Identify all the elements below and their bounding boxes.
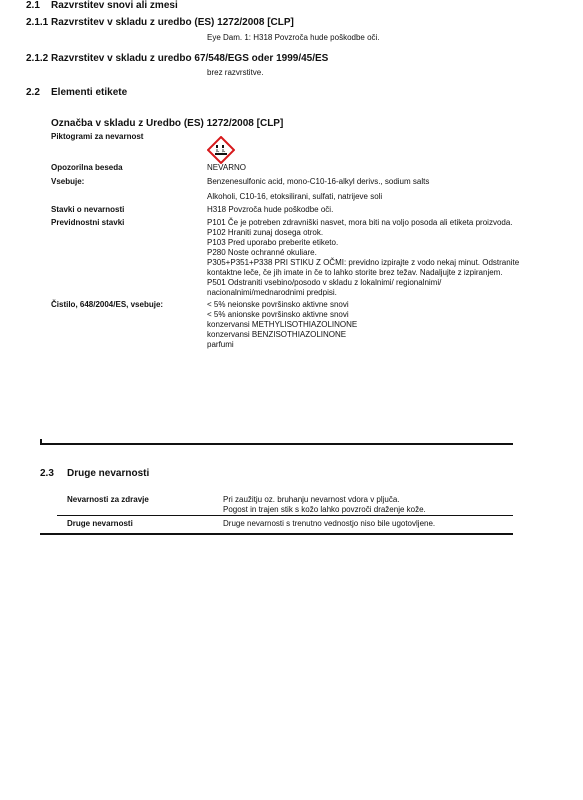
section-2-1-number: 2.1 bbox=[26, 0, 40, 11]
detergent-line: parfumi bbox=[207, 340, 234, 349]
precaution-line: kontaktne leče, če jih imate in če to lahko storite brez težav. Nadaljujte z izpiranjem. bbox=[207, 268, 503, 277]
detergent-line: konzervansi METHYLISOTHIAZOLINONE bbox=[207, 320, 358, 329]
row-divider bbox=[57, 515, 513, 516]
signal-word-label: Opozorilna beseda bbox=[51, 163, 123, 172]
precaution-line: nacionalnimi/mednarodnimi predpisi. bbox=[207, 288, 337, 297]
contains-label: Vsebuje: bbox=[51, 177, 85, 186]
detergent-line: < 5% neionske površinsko aktivne snovi bbox=[207, 300, 349, 309]
contains-item-1: Benzenesulfonic acid, mono-C10-16-alkyl derivs., sodium salts bbox=[207, 177, 430, 186]
precaution-line: P501 Odstraniti vsebino/posodo v skladu z lokalnimi/ regionalnimi/ bbox=[207, 278, 442, 287]
section-2-1-title: Razvrstitev snovi ali zmesi bbox=[51, 0, 178, 11]
section-2-2-number: 2.2 bbox=[26, 87, 40, 98]
precaution-line: P280 Noste ochranné okuliare. bbox=[207, 248, 317, 257]
other-hazards-value: Druge nevarnosti s trenutno vednostjo niso bile ugotovljene. bbox=[223, 519, 436, 528]
health-hazards-label: Nevarnosti za zdravje bbox=[67, 495, 149, 504]
clp-label-heading: Označba v skladu z Uredbo (ES) 1272/2008 [CLP] bbox=[51, 118, 284, 129]
contains-item-2: Alkoholi, C10-16, etoksilirani, sulfati, natrijeve soli bbox=[207, 192, 383, 201]
precautionary-statements-label: Previdnostni stavki bbox=[51, 218, 125, 227]
section-divider bbox=[40, 443, 513, 445]
precaution-line: P101 Če je potreben zdravniški nasvet, mora biti na voljo posoda ali etiketa proizvoda. bbox=[207, 218, 513, 227]
corrosion-ghs05-icon bbox=[207, 136, 235, 164]
section-2-1-1-title: Razvrstitev v skladu z uredbo (ES) 1272/2008 [CLP] bbox=[51, 17, 294, 28]
health-hazard-line: Pri zaužitju oz. bruhanju nevarnost vdora v pljuča. bbox=[223, 495, 400, 504]
precaution-line: P102 Hraniti zunaj dosega otrok. bbox=[207, 228, 324, 237]
signal-word-value: NEVARNO bbox=[207, 163, 246, 172]
precaution-line: P103 Pred uporabo preberite etiketo. bbox=[207, 238, 339, 247]
section-2-1-2-number: 2.1.2 bbox=[26, 53, 49, 64]
section-divider-tick bbox=[40, 439, 42, 444]
hazard-statements-label: Stavki o nevarnosti bbox=[51, 205, 125, 214]
health-hazard-line: Pogost in trajen stik s kožo lahko povzroči draženje kože. bbox=[223, 505, 426, 514]
section-2-1-1-value: Eye Dam. 1: H318 Povzroča hude poškodbe oči. bbox=[207, 33, 380, 42]
section-2-2-title: Elementi etikete bbox=[51, 87, 128, 98]
section-2-3-title: Druge nevarnosti bbox=[67, 468, 150, 479]
other-hazards-label: Druge nevarnosti bbox=[67, 519, 133, 528]
detergent-line: < 5% anionske površinsko aktivne snovi bbox=[207, 310, 349, 319]
section-2-3-number: 2.3 bbox=[40, 468, 54, 479]
section-2-1-1-number: 2.1.1 bbox=[26, 17, 49, 28]
section-2-1-2-title: Razvrstitev v skladu z uredbo 67/548/EGS oder 1999/45/ES bbox=[51, 53, 329, 64]
detergent-line: konzervansi BENZISOTHIAZOLINONE bbox=[207, 330, 347, 339]
table-bottom-rule bbox=[40, 533, 513, 535]
pictograms-label: Piktogrami za nevarnost bbox=[51, 132, 144, 141]
hazard-statements-value: H318 Povzroča hude poškodbe oči. bbox=[207, 205, 334, 214]
detergent-label: Čistilo, 648/2004/ES, vsebuje: bbox=[51, 300, 164, 309]
section-2-1-2-value: brez razvrstitve. bbox=[207, 68, 264, 77]
precaution-line: P305+P351+P338 PRI STIKU Z OČMI: previdno izpirajte z vodo nekaj minut. Odstranite bbox=[207, 258, 520, 267]
